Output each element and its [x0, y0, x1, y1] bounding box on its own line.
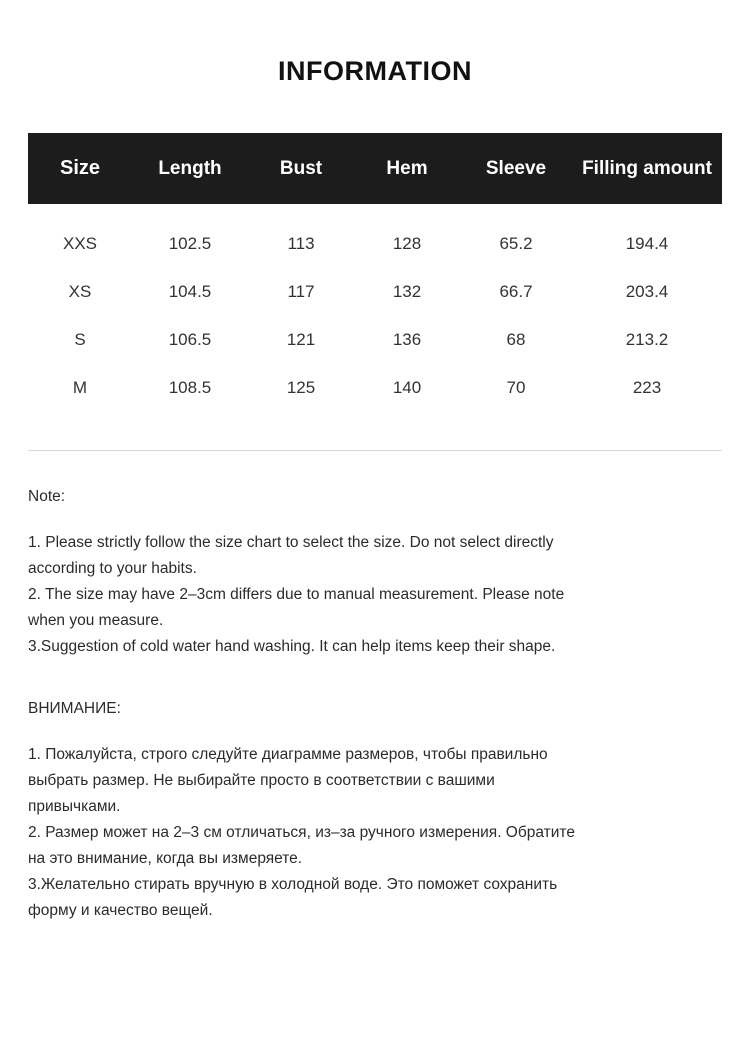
- cell-bust: 125: [286, 378, 316, 397]
- page-title: INFORMATION: [278, 56, 472, 86]
- notes-en-line: when you measure.: [28, 612, 164, 630]
- table-header-row: [28, 133, 722, 204]
- notes-gap: [28, 661, 722, 697]
- cell-bust: 113: [287, 234, 315, 253]
- cell-filling-amount: 203.4: [625, 282, 669, 301]
- column-header-hem: Hem: [386, 157, 428, 179]
- cell-sleeve: 66.7: [499, 282, 533, 301]
- notes-ru-line: на это внимание, когда вы измеряете.: [28, 850, 303, 868]
- cell-bust: 117: [287, 282, 315, 301]
- cell-size: XXS: [62, 234, 98, 253]
- cell-sleeve: 70: [506, 378, 526, 397]
- table-row: [28, 268, 722, 316]
- size-chart-table: [28, 133, 722, 412]
- cell-sleeve: 65.2: [499, 234, 533, 253]
- notes-ru-line: выбрать размер. Не выбирайте просто в соответствии с вашими: [28, 772, 495, 790]
- column-header-bust: Bust: [279, 157, 323, 179]
- column-header-filling-amount: Filling amount: [582, 157, 712, 179]
- cell-size: S: [74, 330, 86, 349]
- notes-en-line: 1. Please strictly follow the size chart to select the size. Do not select directly: [28, 534, 554, 552]
- cell-bust: 121: [286, 330, 316, 349]
- cell-hem: 132: [392, 282, 422, 301]
- table-row: [28, 204, 722, 268]
- notes-ru-line: привычками.: [28, 798, 121, 816]
- notes-ru-line: 2. Размер может на 2–3 см отличаться, из–за ручного измерения. Обратите: [28, 824, 575, 842]
- cell-hem: 128: [392, 234, 422, 253]
- notes-en-line: according to your habits.: [28, 560, 197, 578]
- column-header-length: Length: [158, 157, 222, 179]
- table-row: [28, 316, 722, 364]
- cell-filling-amount: 213.2: [625, 330, 669, 349]
- notes-en-line: 3.Suggestion of cold water hand washing. It can help items keep their shape.: [28, 638, 556, 656]
- column-header-sleeve: Sleeve: [485, 157, 547, 179]
- cell-length: 106.5: [168, 330, 212, 349]
- cell-length: 104.5: [168, 282, 212, 301]
- size-chart-container: [0, 133, 750, 412]
- cell-size: M: [72, 378, 88, 397]
- notes-ru-line: 1. Пожалуйста, строго следуйте диаграмме размеров, чтобы правильно: [28, 746, 548, 764]
- notes-en-line: 2. The size may have 2–3cm differs due to manual measurement. Please note: [28, 586, 565, 604]
- table-header: [28, 133, 722, 204]
- table-body: [28, 204, 722, 412]
- cell-length: 102.5: [168, 234, 212, 253]
- notes-ru-heading: ВНИМАНИЕ:: [28, 700, 121, 718]
- cell-hem: 136: [392, 330, 422, 349]
- notes-section: [28, 451, 722, 923]
- column-header-size: Size: [59, 157, 101, 179]
- notes-en-heading: Note:: [28, 488, 66, 505]
- cell-filling-amount: 194.4: [625, 234, 669, 253]
- cell-sleeve: 68: [506, 330, 526, 349]
- table-row: [28, 364, 722, 412]
- notes-ru-line: форму и качество вещей.: [28, 902, 213, 920]
- information-page: [0, 56, 750, 1056]
- notes-ru-line: 3.Желательно стирать вручную в холодной воде. Это поможет сохранить: [28, 876, 558, 894]
- cell-filling-amount: 223: [632, 378, 662, 397]
- cell-length: 108.5: [168, 378, 212, 397]
- cell-hem: 140: [392, 378, 422, 397]
- cell-size: XS: [68, 282, 92, 301]
